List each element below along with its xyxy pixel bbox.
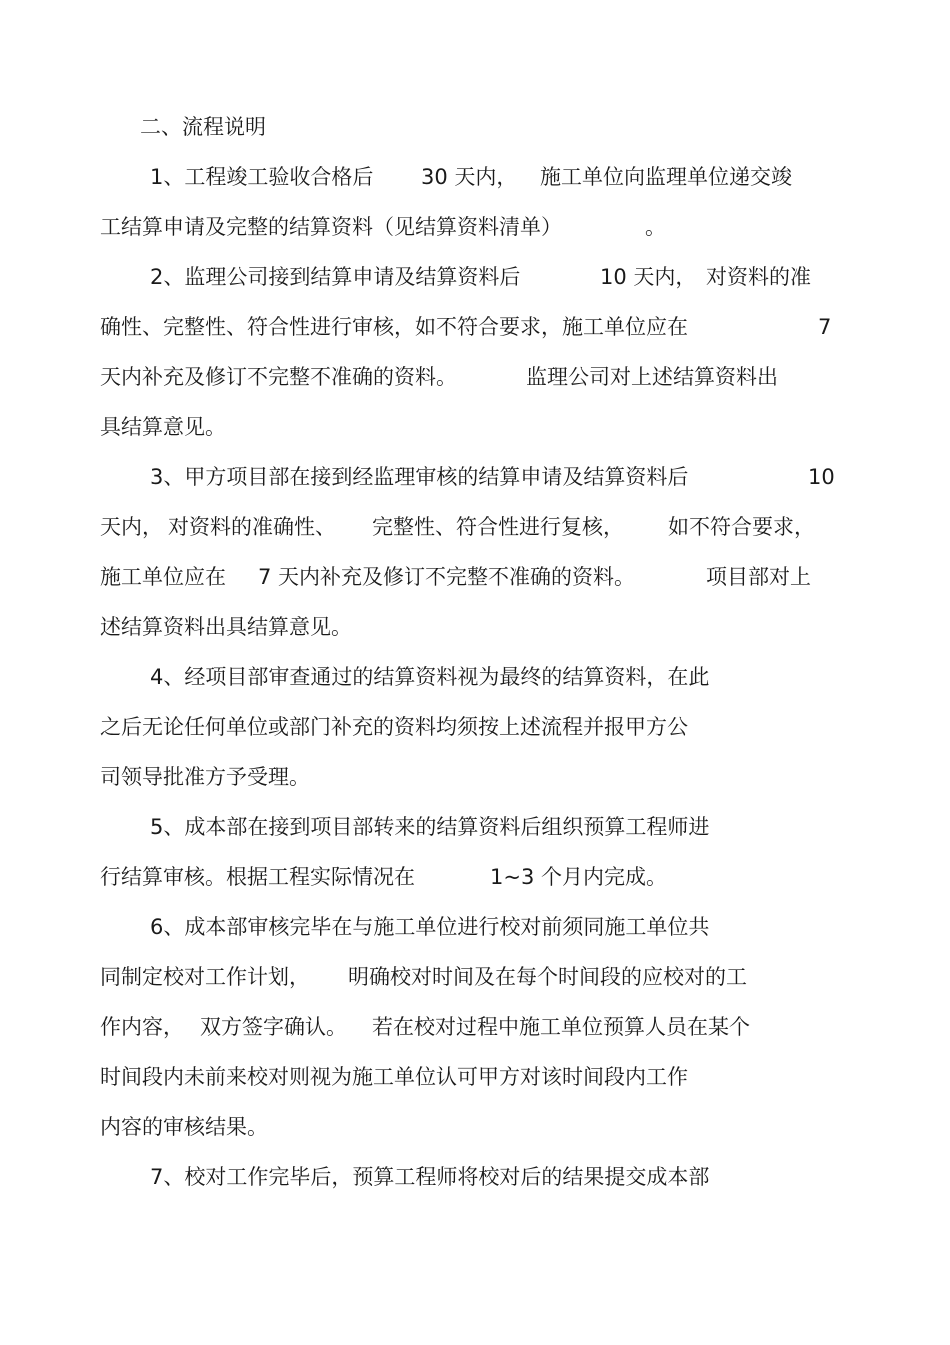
text-segment: 行结算审核。根据工程实际情况在 bbox=[100, 865, 415, 889]
text-segment: 1、工程竣工验收合格后 bbox=[150, 165, 374, 189]
text-segment: 4、经项目部审查通过的结算资料视为最终的结算资料，在此 bbox=[150, 665, 710, 689]
paragraph-4-line-2 bbox=[0, 711, 950, 743]
text-segment: 如不符合要求， bbox=[668, 515, 815, 539]
paragraph-2-line-2 bbox=[0, 311, 950, 343]
text-segment: 6、成本部审核完毕在与施工单位进行校对前须同施工单位共 bbox=[150, 915, 710, 939]
paragraph-2-line-1 bbox=[0, 261, 950, 293]
text-segment: 30 天内， bbox=[421, 165, 518, 189]
text-segment: 施工单位应在 bbox=[100, 565, 226, 589]
text-segment: 7 bbox=[818, 315, 832, 339]
text-segment: 同制定校对工作计划， bbox=[100, 965, 310, 989]
text-segment: 时间段内未前来校对则视为施工单位认可甲方对该时间段内工作 bbox=[100, 1065, 688, 1089]
paragraph-4-line-3 bbox=[0, 761, 950, 793]
paragraph-3-line-4 bbox=[0, 611, 950, 643]
paragraph-7-line-1 bbox=[0, 1161, 950, 1193]
text-segment: 7、校对工作完毕后，预算工程师将校对后的结果提交成本部 bbox=[150, 1165, 710, 1189]
text-segment: 监理公司对上述结算资料出 bbox=[526, 365, 778, 389]
paragraph-3-line-3 bbox=[0, 561, 950, 593]
text-segment: 作内容， bbox=[100, 1015, 184, 1039]
text-segment: 司领导批准方予受理。 bbox=[100, 765, 310, 789]
paragraph-2-line-3 bbox=[0, 361, 950, 393]
paragraph-6-line-5 bbox=[0, 1111, 950, 1143]
text-segment: 天内补充及修订不完整不准确的资料。 bbox=[100, 365, 457, 389]
paragraph-2-line-4 bbox=[0, 411, 950, 443]
text-segment: 施工单位向监理单位递交竣 bbox=[540, 165, 792, 189]
paragraph-6-line-4 bbox=[0, 1061, 950, 1093]
text-segment: 项目部对上 bbox=[706, 565, 811, 589]
text-segment: 具结算意见。 bbox=[100, 415, 226, 439]
text-segment: 7 天内补充及修订不完整不准确的资料。 bbox=[258, 565, 636, 589]
text-segment: 工结算申请及完整的结算资料（见结算资料清单） bbox=[100, 215, 562, 239]
text-segment: 完整性、符合性进行复核， bbox=[372, 515, 624, 539]
paragraph-1-line-1 bbox=[0, 161, 950, 193]
text-segment: 天内， bbox=[100, 515, 163, 539]
text-segment: 10 天内， bbox=[600, 265, 697, 289]
text-segment: 2、监理公司接到结算申请及结算资料后 bbox=[150, 265, 521, 289]
text-segment: 内容的审核结果。 bbox=[100, 1115, 268, 1139]
paragraph-6-line-1 bbox=[0, 911, 950, 943]
text-segment: 对资料的准确性、 bbox=[168, 515, 336, 539]
paragraph-4-line-1 bbox=[0, 661, 950, 693]
text-segment: 双方签字确认。 bbox=[200, 1015, 347, 1039]
text-segment: 对资料的准 bbox=[706, 265, 811, 289]
text-segment: 1~3 个月内完成。 bbox=[490, 865, 667, 889]
paragraph-5-line-1 bbox=[0, 811, 950, 843]
text-segment: 10 bbox=[808, 465, 835, 489]
paragraph-3-line-1 bbox=[0, 461, 950, 493]
paragraph-6-line-3 bbox=[0, 1011, 950, 1043]
paragraph-3-line-2 bbox=[0, 511, 950, 543]
section-heading bbox=[0, 111, 950, 143]
paragraph-5-line-2 bbox=[0, 861, 950, 893]
text-segment: 之后无论任何单位或部门补充的资料均须按上述流程并报甲方公 bbox=[100, 715, 688, 739]
paragraph-6-line-2 bbox=[0, 961, 950, 993]
text-segment: 确性、完整性、符合性进行审核，如不符合要求，施工单位应在 bbox=[100, 315, 688, 339]
text-segment: 。 bbox=[645, 215, 666, 239]
paragraph-1-line-2 bbox=[0, 211, 950, 243]
text-segment: 述结算资料出具结算意见。 bbox=[100, 615, 352, 639]
text-segment: 3、甲方项目部在接到经监理审核的结算申请及结算资料后 bbox=[150, 465, 689, 489]
text-segment: 5、成本部在接到项目部转来的结算资料后组织预算工程师进 bbox=[150, 815, 710, 839]
heading-text: 二、流程说明 bbox=[140, 115, 266, 139]
text-segment: 若在校对过程中施工单位预算人员在某个 bbox=[372, 1015, 750, 1039]
text-segment: 明确校对时间及在每个时间段的应校对的工 bbox=[348, 965, 747, 989]
